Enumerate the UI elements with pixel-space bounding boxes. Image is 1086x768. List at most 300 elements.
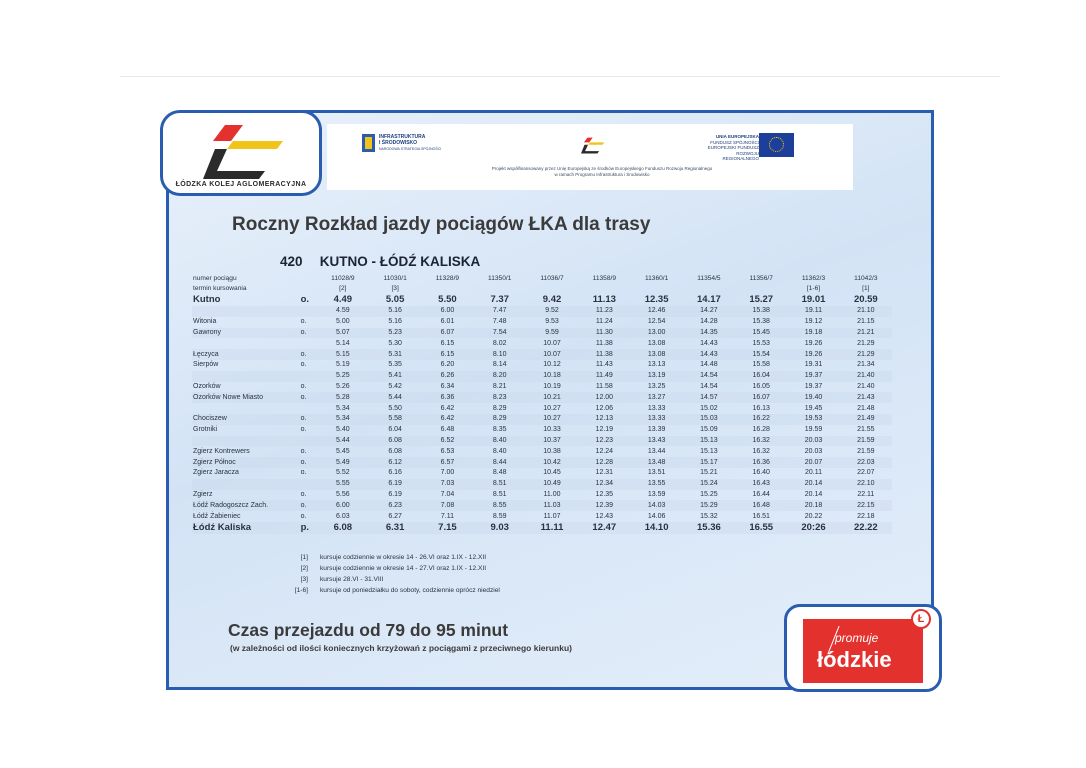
time-cell: 6.53 xyxy=(440,447,455,455)
time-cell: 6.12 xyxy=(369,457,421,468)
train-number-cell: 11036/7 xyxy=(540,275,564,282)
time-cell: 15.27 xyxy=(749,294,774,305)
footnote-item xyxy=(288,552,500,563)
time-cell: 5.50 xyxy=(438,294,457,305)
time-cell: 6.15 xyxy=(440,339,455,347)
time-cell: 16.07 xyxy=(735,392,787,403)
station-name: Zgierz xyxy=(193,490,213,498)
table-row xyxy=(192,294,892,306)
time-cell: 19.18 xyxy=(787,328,839,339)
station-name: Łódź Żabieniec xyxy=(193,512,241,520)
time-cell: 5.15 xyxy=(317,349,369,360)
time-cell: 6.42 xyxy=(440,404,455,412)
time-cell: 5.16 xyxy=(369,306,421,317)
time-cell: 6.03 xyxy=(336,512,350,520)
time-cell: 10.33 xyxy=(543,426,561,434)
time-cell: 12.23 xyxy=(578,436,630,447)
time-cell: 13.25 xyxy=(647,382,666,390)
station-name: Grotniki xyxy=(193,426,218,434)
time-cell: 20.07 xyxy=(787,457,839,468)
eu-flag-icon xyxy=(759,133,794,157)
time-cell: 21.40 xyxy=(840,371,892,382)
time-cell: 13.13 xyxy=(647,361,666,369)
route-number: 420 xyxy=(280,254,303,269)
time-cell: 7.47 xyxy=(474,306,526,317)
time-cell: 6.20 xyxy=(440,361,455,369)
arrival-departure-mark: o. xyxy=(301,328,317,339)
table-row xyxy=(192,382,892,393)
time-cell: 6.36 xyxy=(421,392,473,403)
time-cell: 9.53 xyxy=(545,318,559,326)
time-cell: 5.14 xyxy=(336,339,350,347)
time-cell: 13.27 xyxy=(630,392,682,403)
time-cell: 12.00 xyxy=(578,392,630,403)
infra-line2: I ŚRODOWISKO xyxy=(379,140,418,146)
table-row xyxy=(192,457,892,468)
time-cell: 13.00 xyxy=(630,328,682,339)
station-name xyxy=(192,338,301,349)
time-cell: 6.00 xyxy=(317,500,369,511)
term-cell xyxy=(735,284,787,294)
train-number-cell: 11350/1 xyxy=(488,275,512,282)
time-cell: 19.37 xyxy=(804,382,823,390)
time-cell: 11.58 xyxy=(595,382,613,390)
train-number-cell: 11356/7 xyxy=(749,275,773,282)
time-cell: 20.22 xyxy=(804,512,823,520)
arrival-departure-mark: o. xyxy=(301,349,317,360)
time-cell: 8.10 xyxy=(474,349,526,360)
table-row xyxy=(192,403,892,414)
route-heading xyxy=(280,254,480,269)
time-cell: 6.08 xyxy=(388,447,402,455)
time-cell: 11.07 xyxy=(543,512,561,520)
time-cell: 20.18 xyxy=(787,500,839,511)
time-cell: 16.28 xyxy=(752,426,770,434)
time-cell: 9.42 xyxy=(542,294,562,305)
station-name: Zgierz Kontrewers xyxy=(193,447,250,455)
station-name: Witonia xyxy=(193,318,217,326)
time-cell: 19.53 xyxy=(787,414,839,425)
infra-line3: NARODOWA STRATEGIA SPÓJNOŚCI xyxy=(379,147,442,151)
arrival-departure-mark: o. xyxy=(301,392,317,403)
time-cell: 11.38 xyxy=(578,349,630,360)
footnote-code: [1] xyxy=(300,554,308,561)
time-cell: 5.30 xyxy=(388,339,402,347)
time-cell: 10.07 xyxy=(526,349,578,360)
time-cell: 8.55 xyxy=(474,500,526,511)
time-cell: 6.34 xyxy=(440,382,455,390)
time-cell: 9.52 xyxy=(526,306,578,317)
train-number-cell: 11030/1 xyxy=(383,275,407,282)
time-cell: 12.35 xyxy=(595,490,614,498)
time-cell: 13.08 xyxy=(630,349,682,360)
arrival-departure-mark xyxy=(301,371,317,382)
time-cell: 19.37 xyxy=(787,371,839,382)
route-name: KUTNO - ŁÓDŹ KALISKA xyxy=(319,254,481,269)
train-number-row xyxy=(192,274,892,284)
time-cell: 15.13 xyxy=(683,436,735,447)
time-cell: 16.55 xyxy=(735,522,787,534)
terms-row xyxy=(192,284,892,294)
time-cell: 15.13 xyxy=(700,447,718,455)
time-cell: 12.13 xyxy=(578,414,630,425)
time-cell: 21.29 xyxy=(857,339,875,347)
footnote-item xyxy=(288,585,500,596)
time-cell: 10.42 xyxy=(526,457,578,468)
time-cell: 7.37 xyxy=(490,294,509,305)
time-cell: 15.32 xyxy=(700,512,718,520)
time-cell: 12.47 xyxy=(578,522,630,534)
time-cell: 14.35 xyxy=(683,328,735,339)
time-cell: 15.54 xyxy=(735,349,787,360)
time-cell: 11.24 xyxy=(595,318,613,326)
time-cell: 8.40 xyxy=(492,447,507,455)
time-cell: 10.07 xyxy=(543,339,561,347)
eu-line4: ROZWOJU REGIONALNEGO xyxy=(722,150,759,161)
lka-logo-icon xyxy=(203,121,285,179)
time-cell: 10.19 xyxy=(543,382,561,390)
table-row xyxy=(192,425,892,436)
time-cell: 6.57 xyxy=(421,457,473,468)
time-cell: 10.27 xyxy=(543,404,561,412)
eu-line1: UNIA EUROPEJSKA xyxy=(715,134,759,139)
time-cell: 10.45 xyxy=(543,469,561,477)
time-cell: 5.34 xyxy=(336,404,350,412)
time-cell: 16.32 xyxy=(752,447,770,455)
station-name xyxy=(192,479,301,490)
time-cell: 12.34 xyxy=(578,479,630,490)
arrival-departure-mark: o. xyxy=(301,457,317,468)
time-cell: 5.55 xyxy=(317,479,369,490)
time-cell: 6.19 xyxy=(369,479,421,490)
table-row xyxy=(192,436,892,447)
time-cell: 14.43 xyxy=(700,339,718,347)
time-cell: 8.20 xyxy=(474,371,526,382)
time-cell: 10.12 xyxy=(543,361,561,369)
term-cell: [1] xyxy=(862,285,870,292)
table-row xyxy=(192,522,892,534)
time-cell: 8.29 xyxy=(474,414,526,425)
fine-print-line2: w ramach Programu Infrastruktura i Środowisko xyxy=(554,172,650,177)
time-cell: 14.54 xyxy=(700,382,718,390)
time-cell: 15.36 xyxy=(683,522,735,534)
time-cell: 15.53 xyxy=(752,339,770,347)
time-cell: 11.23 xyxy=(578,306,630,317)
train-number-cell: 11360/1 xyxy=(644,275,669,282)
page-title: Roczny Rozkład jazdy pociągów ŁKA dla trasy xyxy=(232,214,651,235)
time-cell: 8.23 xyxy=(474,392,526,403)
time-cell: 20.03 xyxy=(787,436,839,447)
time-cell: 8.51 xyxy=(492,490,507,498)
eu-line3: EUROPEJSKI FUNDUSZ xyxy=(707,145,759,150)
table-row xyxy=(192,360,892,371)
time-cell: 12.54 xyxy=(647,318,666,326)
time-cell: 8.35 xyxy=(492,426,507,434)
eu-line2: FUNDUSZ SPÓJNOŚCI xyxy=(710,139,759,145)
time-cell: 11.38 xyxy=(595,339,613,347)
time-cell: 5.52 xyxy=(336,469,350,477)
arrival-departure-mark xyxy=(301,306,317,317)
time-cell: 15.24 xyxy=(683,479,735,490)
scan-artifact-line xyxy=(120,76,1000,77)
time-cell: 11.03 xyxy=(526,500,578,511)
time-cell: 19.26 xyxy=(804,339,823,347)
time-cell: 14.54 xyxy=(683,371,735,382)
time-cell: 22.22 xyxy=(840,522,892,534)
time-cell: 16.32 xyxy=(735,436,787,447)
time-cell: 22.18 xyxy=(857,512,875,520)
time-cell: 15.02 xyxy=(700,404,718,412)
arrival-departure-mark: o. xyxy=(300,426,307,434)
time-cell: 10.21 xyxy=(526,392,578,403)
time-cell: 12.35 xyxy=(644,294,669,305)
time-cell: 5.05 xyxy=(385,294,405,305)
time-cell: 19.31 xyxy=(804,361,823,369)
time-cell: 6.23 xyxy=(369,500,421,511)
footnotes xyxy=(288,552,500,596)
time-cell: 21.55 xyxy=(857,426,875,434)
infrastructure-flag-icon xyxy=(362,134,375,152)
travel-time-note: (w zależności od ilości koniecznych krzyżowań z pociągami z przeciwnego kierunku) xyxy=(230,643,572,653)
time-cell: 4.59 xyxy=(317,306,369,317)
arrival-departure-mark: o. xyxy=(300,447,307,455)
time-cell: 14.27 xyxy=(683,306,735,317)
time-cell: 21.34 xyxy=(857,361,875,369)
time-cell: 12.46 xyxy=(630,306,682,317)
station-name: Sierpów xyxy=(193,361,219,369)
time-cell: 6.15 xyxy=(421,349,473,360)
time-cell: 6.27 xyxy=(388,512,402,520)
time-cell: 6.48 xyxy=(440,426,455,434)
time-cell: 5.23 xyxy=(369,328,421,339)
time-cell: 14.03 xyxy=(630,500,682,511)
time-cell: 7.00 xyxy=(440,469,455,477)
time-cell: 19.01 xyxy=(801,294,826,305)
table-row xyxy=(192,500,892,511)
train-number-cell: 11358/9 xyxy=(592,275,616,282)
time-cell: 16.48 xyxy=(735,500,787,511)
table-row xyxy=(192,328,892,339)
station-name: Zgierz Jaracza xyxy=(193,469,239,477)
footnote-text: kursuje codziennie w okresie 14 - 26.VI oraz 1.IX - 12.XII xyxy=(320,554,487,561)
time-cell: 6.19 xyxy=(388,490,402,498)
time-cell: 20.03 xyxy=(804,447,823,455)
time-cell: 15.38 xyxy=(752,318,770,326)
time-cell: 13.39 xyxy=(647,426,666,434)
time-cell: 20.14 xyxy=(804,490,823,498)
time-cell: 19.45 xyxy=(804,404,823,412)
table-row xyxy=(192,468,892,479)
promo-line1: promuje xyxy=(835,631,879,645)
time-cell: 8.29 xyxy=(492,404,507,412)
time-cell: 22.11 xyxy=(857,490,875,498)
time-cell: 15.45 xyxy=(735,328,787,339)
time-cell: 15.38 xyxy=(735,306,787,317)
time-cell: 4.49 xyxy=(333,294,353,305)
time-cell: 5.31 xyxy=(369,349,421,360)
term-cell: [3] xyxy=(391,285,399,292)
time-cell: 16.36 xyxy=(735,457,787,468)
time-cell: 19.26 xyxy=(787,349,839,360)
time-cell: 20.11 xyxy=(805,469,822,477)
time-cell: 5.49 xyxy=(317,457,369,468)
promo-badge-icon: Ł xyxy=(911,609,931,629)
sponsor-bar xyxy=(327,124,853,190)
train-number-cell: 11042/3 xyxy=(854,275,878,282)
time-cell: 8.48 xyxy=(492,469,507,477)
footnote-text: kursuje od poniedziałku do soboty, codziennie oprócz niedziel xyxy=(320,587,500,594)
time-cell: 14.10 xyxy=(630,522,682,534)
footnote-text: kursuje codziennie w okresie 14 - 27.VI oraz 1.IX - 12.XII xyxy=(320,565,487,572)
time-cell: 7.15 xyxy=(421,522,473,534)
table-row xyxy=(192,338,892,349)
time-cell: 13.51 xyxy=(647,469,666,477)
station-name: Gawrony xyxy=(192,328,301,339)
train-number-cell: 11328/9 xyxy=(435,275,460,282)
time-cell: 20.59 xyxy=(853,294,878,305)
time-cell: 11.11 xyxy=(526,522,578,534)
time-cell: 16.43 xyxy=(735,479,787,490)
station-name xyxy=(192,436,301,447)
station-name: Chociszew xyxy=(192,414,301,425)
time-cell: 11.13 xyxy=(592,294,616,305)
term-cell: [1-6] xyxy=(806,285,821,292)
time-cell: 20:26 xyxy=(787,522,839,534)
arrival-departure-mark: o. xyxy=(301,500,317,511)
time-cell: 16.22 xyxy=(735,414,787,425)
time-cell: 22.07 xyxy=(857,469,875,477)
arrival-departure-mark xyxy=(301,403,317,414)
promo-frame xyxy=(784,604,942,692)
terms-label: termin kursowania xyxy=(193,285,247,292)
time-cell: 21.29 xyxy=(840,349,892,360)
time-cell: 8.14 xyxy=(492,361,507,369)
time-cell: 6.01 xyxy=(440,318,455,326)
fine-print-line1: Projekt współfinansowany przez Unię Europejską ze środków Europejskiego Funduszu Rozwoju Regionalnego xyxy=(491,166,713,171)
time-cell: 5.41 xyxy=(369,371,421,382)
station-name xyxy=(192,306,301,317)
time-cell: 21.21 xyxy=(840,328,892,339)
time-cell: 6.08 xyxy=(369,436,421,447)
time-cell: 11.00 xyxy=(543,490,561,498)
time-cell: 6.16 xyxy=(388,469,402,477)
time-cell: 21.10 xyxy=(840,306,892,317)
time-cell: 5.35 xyxy=(388,361,402,369)
arrival-departure-mark: o. xyxy=(301,414,317,425)
time-cell: 12.28 xyxy=(578,457,630,468)
arrival-departure-mark xyxy=(301,436,317,447)
time-cell: 6.42 xyxy=(421,414,473,425)
station-name: Łódź Radogoszcz Zach. xyxy=(192,500,301,511)
time-cell: 6.26 xyxy=(421,371,473,382)
promuje-lodzkie-logo xyxy=(803,613,925,683)
time-cell: 19.11 xyxy=(787,306,839,317)
time-cell: 21.43 xyxy=(840,392,892,403)
arrival-departure-mark xyxy=(301,338,317,349)
time-cell: 21.40 xyxy=(857,382,875,390)
station-name: Łódź Kaliska xyxy=(192,522,301,534)
arrival-departure-mark: o. xyxy=(300,294,310,305)
time-cell: 22.03 xyxy=(840,457,892,468)
time-cell: 5.16 xyxy=(388,318,402,326)
time-cell: 13.08 xyxy=(647,339,666,347)
time-cell: 14.48 xyxy=(700,361,718,369)
time-cell: 15.09 xyxy=(700,426,718,434)
term-cell xyxy=(526,284,578,294)
term-cell xyxy=(630,284,682,294)
time-cell: 7.08 xyxy=(421,500,473,511)
time-cell: 22.10 xyxy=(840,479,892,490)
time-cell: 6.31 xyxy=(369,522,421,534)
time-cell: 7.48 xyxy=(492,318,507,326)
time-cell: 10.18 xyxy=(526,371,578,382)
footnote-item xyxy=(288,574,500,585)
time-cell: 5.40 xyxy=(336,426,350,434)
time-cell: 16.13 xyxy=(752,404,770,412)
time-cell: 14.43 xyxy=(683,349,735,360)
arrival-departure-mark: o. xyxy=(300,469,307,477)
time-cell: 21.15 xyxy=(857,318,875,326)
footnote-item xyxy=(288,563,500,574)
time-cell: 12.31 xyxy=(595,469,614,477)
time-cell: 14.57 xyxy=(683,392,735,403)
time-cell: 13.33 xyxy=(647,404,666,412)
footnote-code: [3] xyxy=(300,576,308,583)
time-cell: 5.56 xyxy=(336,490,350,498)
time-cell: 13.48 xyxy=(630,457,682,468)
header-mark-cell xyxy=(301,274,317,284)
footnote-code: [1-6] xyxy=(294,587,308,594)
station-name xyxy=(192,371,301,382)
train-number-label: numer pociągu xyxy=(193,275,237,282)
time-cell: 12.24 xyxy=(595,447,614,455)
table-row xyxy=(192,349,892,360)
train-number-cell: 11028/9 xyxy=(331,275,355,282)
time-cell: 15.25 xyxy=(700,490,718,498)
travel-time-heading: Czas przejazdu od 79 do 95 minut xyxy=(228,620,509,640)
lka-mini-logo-icon xyxy=(581,136,605,154)
time-cell: 10.49 xyxy=(526,479,578,490)
time-cell: 14.06 xyxy=(647,512,666,520)
table-row xyxy=(192,317,892,328)
time-cell: 15.29 xyxy=(683,500,735,511)
time-cell: 13.59 xyxy=(647,490,666,498)
table-row xyxy=(192,306,892,317)
time-cell: 11.43 xyxy=(595,361,613,369)
time-cell: 15.58 xyxy=(752,361,770,369)
time-cell: 5.45 xyxy=(336,447,350,455)
table-row xyxy=(192,371,892,382)
time-cell: 7.54 xyxy=(474,328,526,339)
time-cell: 9.03 xyxy=(474,522,526,534)
time-cell: 8.02 xyxy=(492,339,507,347)
footnote-text: kursuje 28.VI - 31.VIII xyxy=(320,576,384,583)
arrival-departure-mark: p. xyxy=(301,522,317,534)
time-cell: 5.28 xyxy=(317,392,369,403)
time-cell: 16.05 xyxy=(752,382,770,390)
time-cell: 5.07 xyxy=(317,328,369,339)
time-cell: 15.17 xyxy=(683,457,735,468)
time-cell: 13.43 xyxy=(630,436,682,447)
time-cell: 6.07 xyxy=(421,328,473,339)
arrival-departure-mark: o. xyxy=(300,512,307,520)
term-cell xyxy=(683,284,735,294)
funding-fine-print xyxy=(457,166,747,178)
time-cell: 6.00 xyxy=(421,306,473,317)
time-cell: 16.51 xyxy=(752,512,770,520)
time-cell: 5.44 xyxy=(369,392,421,403)
infra-line1: INFRASTRUKTURA xyxy=(379,134,426,140)
